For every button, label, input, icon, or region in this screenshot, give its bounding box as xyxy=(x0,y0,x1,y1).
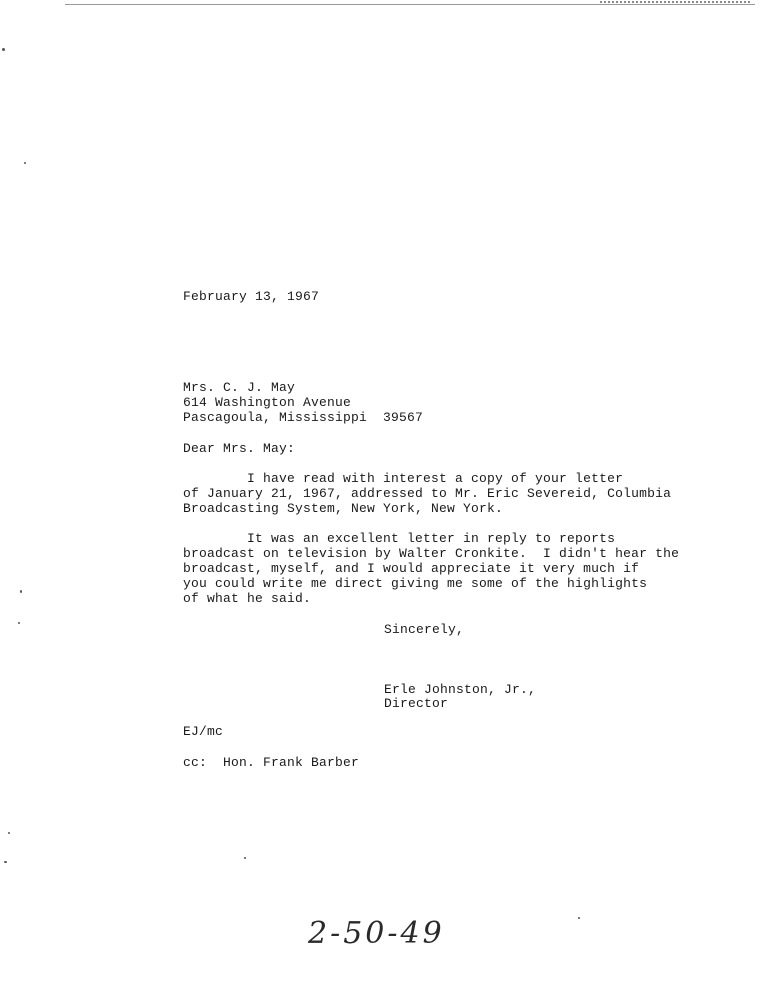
salutation: Dear Mrs. May: xyxy=(183,441,296,456)
paragraph-2-line: of what he said. xyxy=(183,591,312,606)
paragraph-1-line: I have read with interest a copy of your letter xyxy=(183,471,624,486)
paragraph-2-line: broadcast on television by Walter Cronkite. I didn't hear the xyxy=(183,546,680,561)
handwritten-file-number: 2-50-49 xyxy=(308,916,445,951)
scan-speck xyxy=(244,857,246,859)
scan-speck xyxy=(2,48,5,51)
signer-name: Erle Johnston, Jr., xyxy=(384,682,537,697)
recipient-city: Pascagoula, Mississippi 39567 xyxy=(183,410,424,425)
recipient-street: 614 Washington Avenue xyxy=(183,395,352,410)
scan-speck xyxy=(18,622,20,624)
scan-speck xyxy=(578,917,580,919)
scan-speck xyxy=(20,590,22,593)
top-edge-dots xyxy=(600,1,750,3)
scan-speck xyxy=(24,162,26,164)
recipient-name: Mrs. C. J. May xyxy=(183,380,296,395)
paragraph-2-line: It was an excellent letter in reply to reports xyxy=(183,531,616,546)
paragraph-2-line: you could write me direct giving me some of the highlights xyxy=(183,576,648,591)
paragraph-1-line: Broadcasting System, New York, New York. xyxy=(183,501,504,516)
paragraph-2-line: broadcast, myself, and I would appreciate it very much if xyxy=(183,561,640,576)
top-edge-rule xyxy=(65,4,755,5)
typist-initials: EJ/mc xyxy=(183,724,224,739)
paragraph-1-line: of January 21, 1967, addressed to Mr. Eric Severeid, Columbia xyxy=(183,486,672,501)
scan-speck xyxy=(8,832,10,834)
scan-speck xyxy=(4,861,7,863)
letter-date: February 13, 1967 xyxy=(183,289,320,304)
signer-title: Director xyxy=(384,696,449,711)
carbon-copy: cc: Hon. Frank Barber xyxy=(183,755,360,770)
closing: Sincerely, xyxy=(384,622,465,637)
